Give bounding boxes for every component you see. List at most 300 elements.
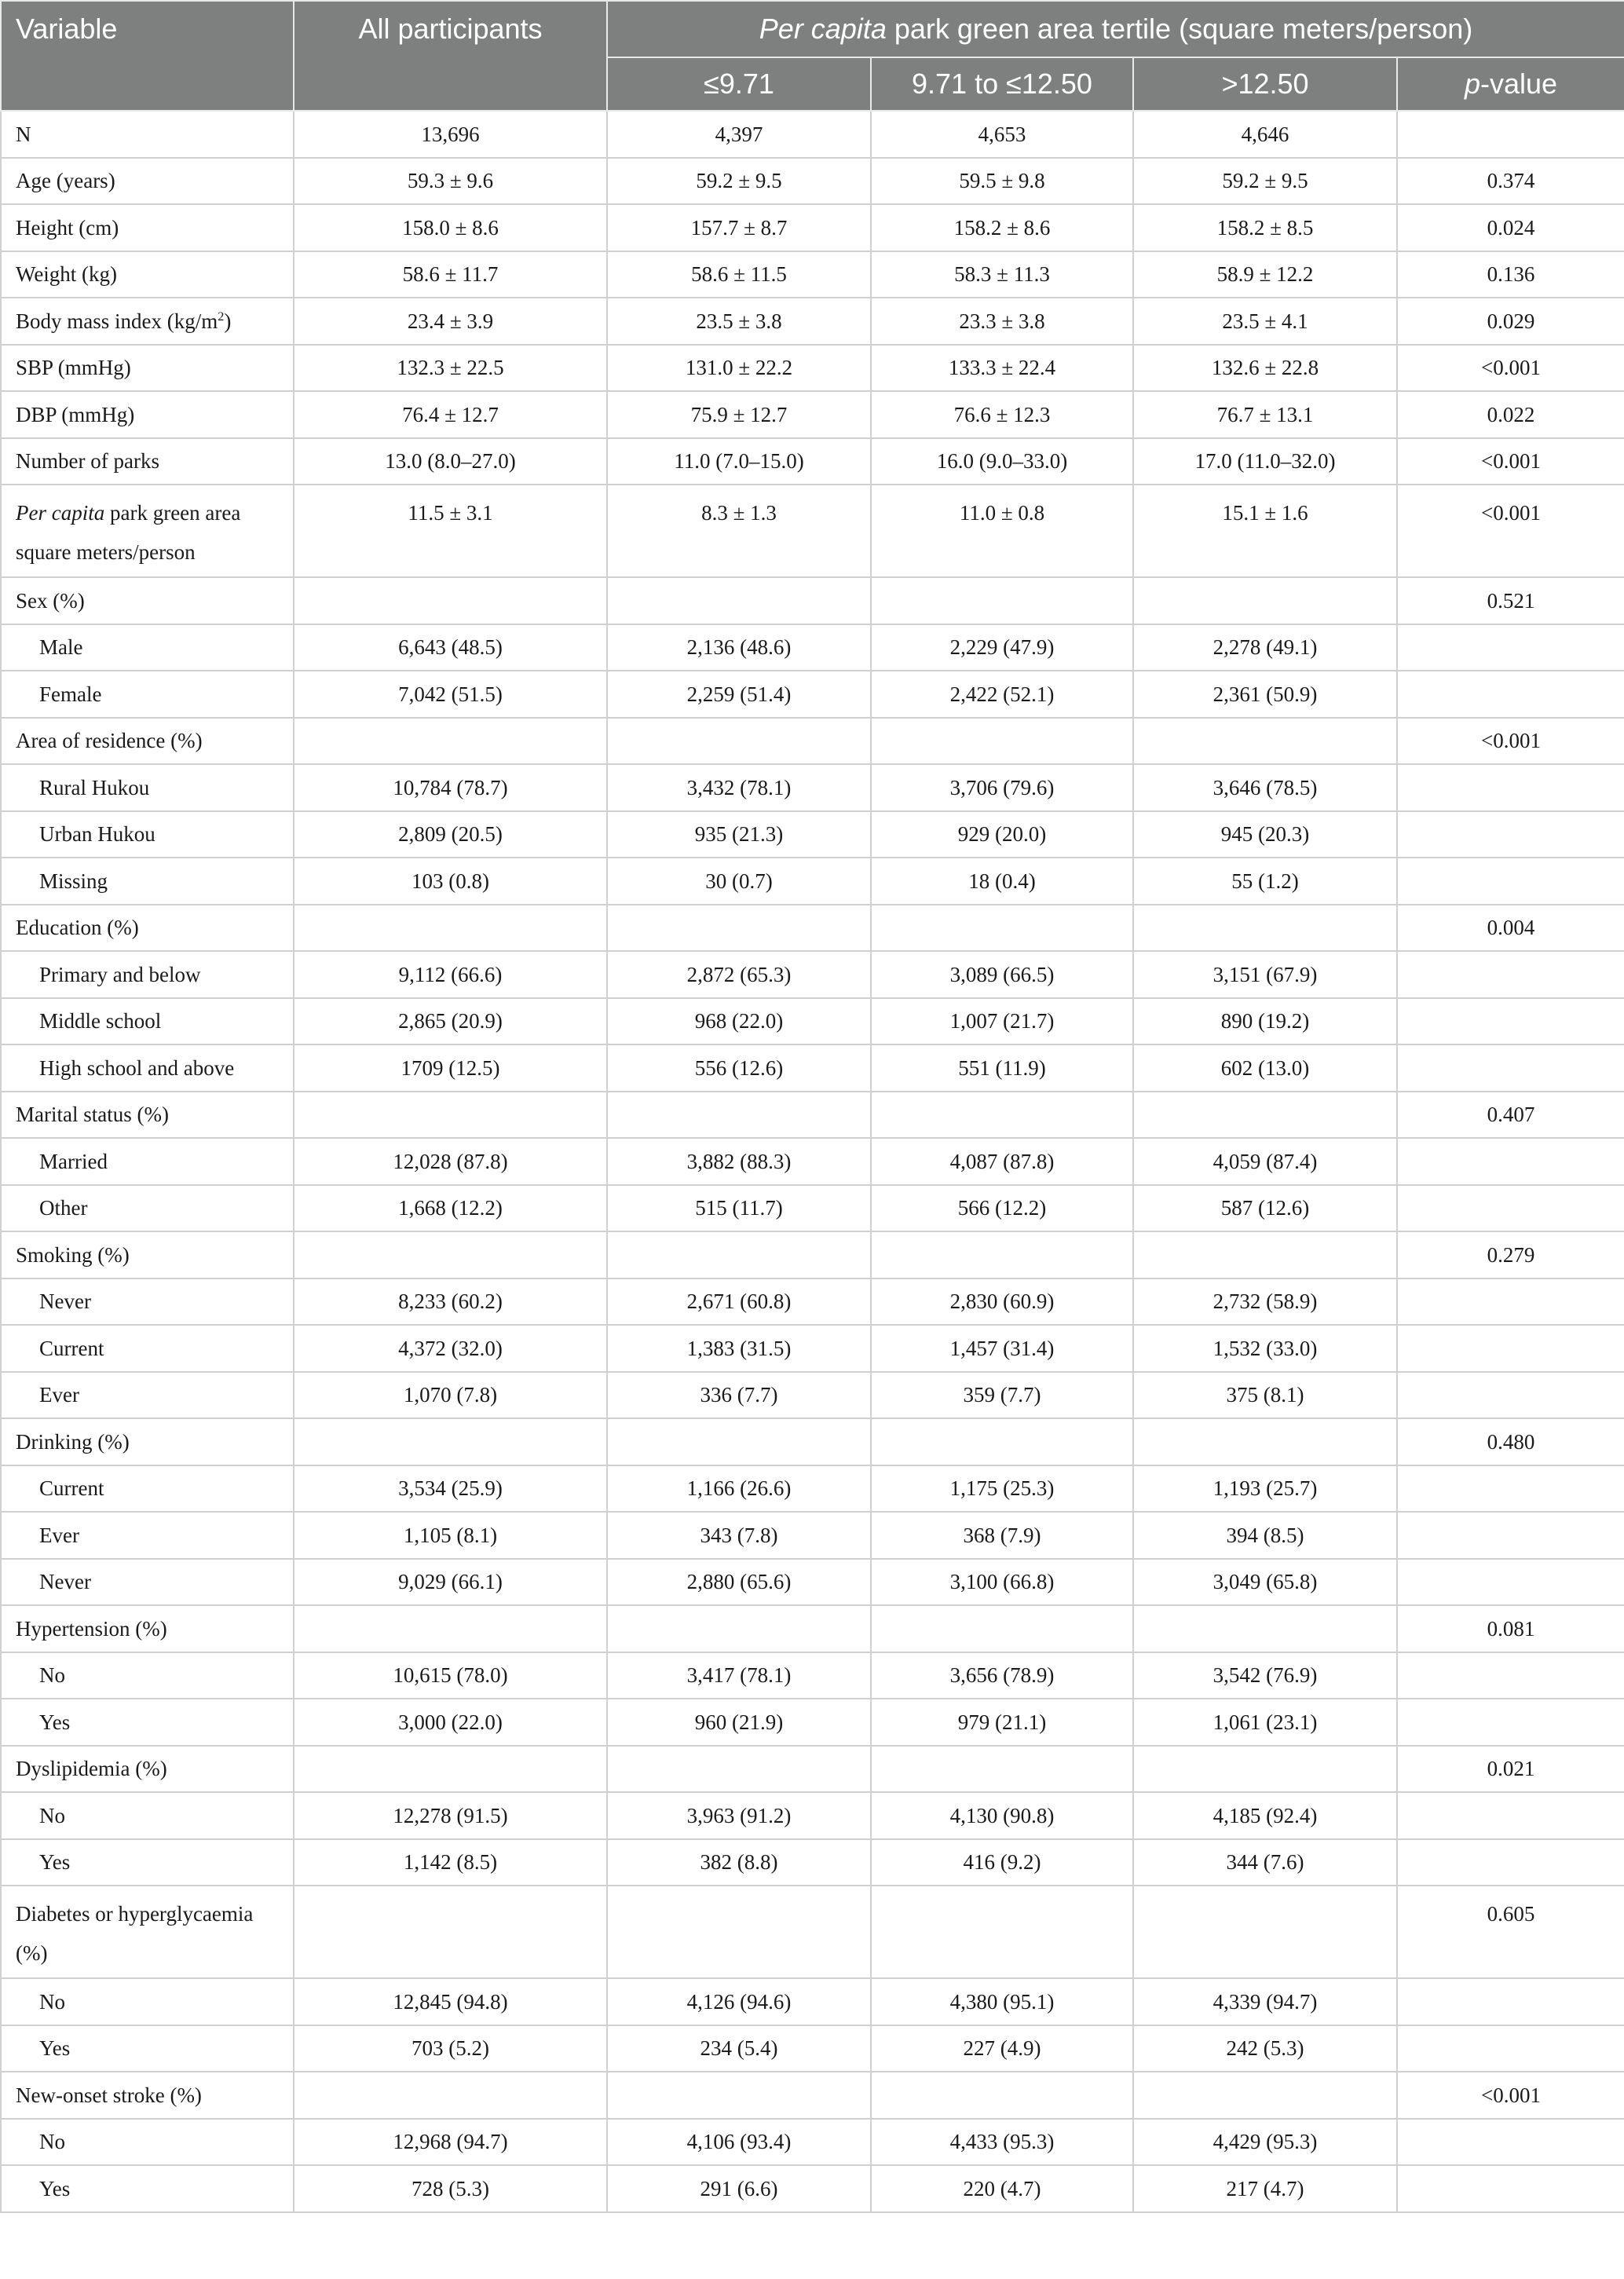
cell-tertile-low xyxy=(607,1605,871,1652)
table-row xyxy=(1,624,1624,671)
cell-tertile-low: 556 (12.6) xyxy=(607,1044,871,1092)
cell-tertile-high: 1,193 (25.7) xyxy=(1133,1465,1397,1513)
cell-p-value xyxy=(1397,1839,1624,1886)
cell-tertile-high: 4,059 (87.4) xyxy=(1133,1138,1397,1185)
cell-tertile-mid: 359 (7.7) xyxy=(871,1372,1133,1419)
table-body xyxy=(1,111,1624,2212)
cell-tertile-mid: 4,087 (87.8) xyxy=(871,1138,1133,1185)
cell-tertile-high: 3,049 (65.8) xyxy=(1133,1559,1397,1606)
cell-p-value: 0.004 xyxy=(1397,905,1624,952)
cell-tertile-mid: 133.3 ± 22.4 xyxy=(871,345,1133,392)
cell-all: 1,105 (8.1) xyxy=(294,1512,607,1559)
cell-tertile-high: 3,542 (76.9) xyxy=(1133,1652,1397,1699)
cell-p-value xyxy=(1397,1325,1624,1372)
table-row xyxy=(1,858,1624,905)
cell-tertile-mid: 16.0 (9.0–33.0) xyxy=(871,438,1133,485)
cell-p-value: <0.001 xyxy=(1397,345,1624,392)
table-row xyxy=(1,2025,1624,2072)
cell-tertile-high: 217 (4.7) xyxy=(1133,2165,1397,2212)
cell-all: 2,865 (20.9) xyxy=(294,998,607,1045)
cell-all xyxy=(294,718,607,765)
cell-p-value xyxy=(1397,1279,1624,1326)
cell-all: 728 (5.3) xyxy=(294,2165,607,2212)
row-label: Drinking (%) xyxy=(1,1418,294,1465)
cell-tertile-low: 4,126 (94.6) xyxy=(607,1978,871,2025)
cell-p-value: 0.374 xyxy=(1397,158,1624,205)
cell-tertile-mid: 416 (9.2) xyxy=(871,1839,1133,1886)
cell-all xyxy=(294,1886,607,1978)
cell-tertile-mid xyxy=(871,1886,1133,1978)
cell-tertile-high: 4,646 xyxy=(1133,111,1397,158)
row-label: Missing xyxy=(1,858,294,905)
cell-p-value xyxy=(1397,764,1624,811)
cell-tertile-high: 242 (5.3) xyxy=(1133,2025,1397,2072)
cell-tertile-low: 23.5 ± 3.8 xyxy=(607,298,871,345)
cell-tertile-mid: 2,830 (60.9) xyxy=(871,1279,1133,1326)
cell-p-value: 0.021 xyxy=(1397,1746,1624,1793)
cell-p-value xyxy=(1397,1792,1624,1839)
header-tertile-mid: 9.71 to ≤12.50 xyxy=(871,57,1133,111)
cell-tertile-low: 11.0 (7.0–15.0) xyxy=(607,438,871,485)
cell-tertile-low: 960 (21.9) xyxy=(607,1699,871,1746)
table-row xyxy=(1,1044,1624,1092)
cell-tertile-high: 17.0 (11.0–32.0) xyxy=(1133,438,1397,485)
table-row xyxy=(1,577,1624,624)
cell-tertile-high xyxy=(1133,1746,1397,1793)
cell-tertile-low: 1,166 (26.6) xyxy=(607,1465,871,1513)
table-row xyxy=(1,2119,1624,2166)
cell-all: 158.0 ± 8.6 xyxy=(294,204,607,251)
cell-p-value xyxy=(1397,1512,1624,1559)
table-row xyxy=(1,158,1624,205)
row-label xyxy=(1,298,294,345)
row-label: DBP (mmHg) xyxy=(1,391,294,438)
cell-tertile-mid xyxy=(871,1418,1133,1465)
cell-tertile-mid: 2,229 (47.9) xyxy=(871,624,1133,671)
cell-p-value: 0.480 xyxy=(1397,1418,1624,1465)
row-label: Rural Hukou xyxy=(1,764,294,811)
table-row xyxy=(1,811,1624,858)
cell-tertile-low: 336 (7.7) xyxy=(607,1372,871,1419)
row-label: Middle school xyxy=(1,998,294,1045)
table-row xyxy=(1,1185,1624,1232)
cell-tertile-low xyxy=(607,2072,871,2119)
cell-tertile-high: 890 (19.2) xyxy=(1133,998,1397,1045)
cell-p-value xyxy=(1397,1138,1624,1185)
cell-tertile-mid: 4,653 xyxy=(871,111,1133,158)
cell-p-value: 0.081 xyxy=(1397,1605,1624,1652)
table-row xyxy=(1,671,1624,718)
table-row xyxy=(1,1652,1624,1699)
table-row xyxy=(1,204,1624,251)
cell-p-value xyxy=(1397,624,1624,671)
header-tertile-group xyxy=(607,1,1624,57)
cell-tertile-mid: 23.3 ± 3.8 xyxy=(871,298,1133,345)
table-row xyxy=(1,485,1624,577)
cell-tertile-mid xyxy=(871,1092,1133,1139)
bmi-close: ) xyxy=(224,309,232,333)
cell-all: 76.4 ± 12.7 xyxy=(294,391,607,438)
row-label: Dyslipidemia (%) xyxy=(1,1746,294,1793)
cell-tertile-low: 234 (5.4) xyxy=(607,2025,871,2072)
table-header xyxy=(1,1,1624,111)
cell-p-value xyxy=(1397,1185,1624,1232)
cell-tertile-low: 3,963 (91.2) xyxy=(607,1792,871,1839)
cell-tertile-low: 3,417 (78.1) xyxy=(607,1652,871,1699)
row-label: High school and above xyxy=(1,1044,294,1092)
row-label xyxy=(1,485,294,577)
cell-tertile-high: 394 (8.5) xyxy=(1133,1512,1397,1559)
cell-all xyxy=(294,2072,607,2119)
table-row xyxy=(1,1465,1624,1513)
cell-tertile-high: 3,151 (67.9) xyxy=(1133,951,1397,998)
header-tertile-low: ≤9.71 xyxy=(607,57,871,111)
cell-all: 1,668 (12.2) xyxy=(294,1185,607,1232)
cell-tertile-high: 2,732 (58.9) xyxy=(1133,1279,1397,1326)
row-label: Current xyxy=(1,1325,294,1372)
cell-tertile-low xyxy=(607,577,871,624)
cell-tertile-low xyxy=(607,1886,871,1978)
cell-tertile-low: 4,106 (93.4) xyxy=(607,2119,871,2166)
cell-tertile-mid: 227 (4.9) xyxy=(871,2025,1133,2072)
cell-all: 23.4 ± 3.9 xyxy=(294,298,607,345)
cell-tertile-low: 2,872 (65.3) xyxy=(607,951,871,998)
cell-tertile-mid: 11.0 ± 0.8 xyxy=(871,485,1133,577)
cell-tertile-mid: 566 (12.2) xyxy=(871,1185,1133,1232)
row-label: No xyxy=(1,1978,294,2025)
cell-tertile-mid xyxy=(871,577,1133,624)
row-label: Ever xyxy=(1,1512,294,1559)
cell-tertile-low: 343 (7.8) xyxy=(607,1512,871,1559)
row-label: New-onset stroke (%) xyxy=(1,2072,294,2119)
cell-tertile-low: 58.6 ± 11.5 xyxy=(607,251,871,298)
cell-tertile-mid: 1,457 (31.4) xyxy=(871,1325,1133,1372)
cell-tertile-high xyxy=(1133,1092,1397,1139)
cell-tertile-low xyxy=(607,1092,871,1139)
cell-tertile-high: 4,429 (95.3) xyxy=(1133,2119,1397,2166)
cell-tertile-high xyxy=(1133,905,1397,952)
cell-p-value xyxy=(1397,2165,1624,2212)
cell-p-value xyxy=(1397,1465,1624,1513)
cell-tertile-low: 515 (11.7) xyxy=(607,1185,871,1232)
row-label: Yes xyxy=(1,2025,294,2072)
table-row xyxy=(1,1092,1624,1139)
cell-tertile-mid: 3,706 (79.6) xyxy=(871,764,1133,811)
row-label: Other xyxy=(1,1185,294,1232)
table-row xyxy=(1,345,1624,392)
row-label: N xyxy=(1,111,294,158)
row-label: Never xyxy=(1,1559,294,1606)
cell-tertile-high: 3,646 (78.5) xyxy=(1133,764,1397,811)
cell-tertile-low: 2,259 (51.4) xyxy=(607,671,871,718)
header-variable: Variable xyxy=(1,1,294,111)
table-row xyxy=(1,1886,1624,1978)
cell-p-value: 0.024 xyxy=(1397,204,1624,251)
cell-all: 3,534 (25.9) xyxy=(294,1465,607,1513)
cell-p-value xyxy=(1397,2025,1624,2072)
cell-all: 1,142 (8.5) xyxy=(294,1839,607,1886)
cell-p-value: 0.279 xyxy=(1397,1231,1624,1279)
cell-tertile-high: 945 (20.3) xyxy=(1133,811,1397,858)
cell-all: 58.6 ± 11.7 xyxy=(294,251,607,298)
cell-tertile-low: 2,671 (60.8) xyxy=(607,1279,871,1326)
table-row xyxy=(1,1792,1624,1839)
row-label: Number of parks xyxy=(1,438,294,485)
cell-p-value: <0.001 xyxy=(1397,485,1624,577)
cell-all: 10,784 (78.7) xyxy=(294,764,607,811)
cell-all: 12,968 (94.7) xyxy=(294,2119,607,2166)
cell-tertile-high: 2,278 (49.1) xyxy=(1133,624,1397,671)
cell-all: 4,372 (32.0) xyxy=(294,1325,607,1372)
cell-tertile-mid: 1,007 (21.7) xyxy=(871,998,1133,1045)
table-row xyxy=(1,438,1624,485)
cell-tertile-high: 58.9 ± 12.2 xyxy=(1133,251,1397,298)
cell-tertile-high: 602 (13.0) xyxy=(1133,1044,1397,1092)
cell-tertile-low: 131.0 ± 22.2 xyxy=(607,345,871,392)
cell-all: 3,000 (22.0) xyxy=(294,1699,607,1746)
row-label: Smoking (%) xyxy=(1,1231,294,1279)
cell-all: 13,696 xyxy=(294,111,607,158)
cell-tertile-mid xyxy=(871,1231,1133,1279)
cell-tertile-high xyxy=(1133,2072,1397,2119)
table-row xyxy=(1,1978,1624,2025)
cell-tertile-high: 4,185 (92.4) xyxy=(1133,1792,1397,1839)
table-row xyxy=(1,298,1624,345)
cell-tertile-low xyxy=(607,1418,871,1465)
cell-p-value: 0.407 xyxy=(1397,1092,1624,1139)
cell-tertile-mid xyxy=(871,1605,1133,1652)
cell-all: 8,233 (60.2) xyxy=(294,1279,607,1326)
table-row xyxy=(1,1512,1624,1559)
cell-tertile-low: 1,383 (31.5) xyxy=(607,1325,871,1372)
cell-tertile-high xyxy=(1133,1418,1397,1465)
cell-all xyxy=(294,1231,607,1279)
header-per-capita: Per capita xyxy=(759,13,887,45)
cell-tertile-low: 3,882 (88.3) xyxy=(607,1138,871,1185)
cell-tertile-low: 4,397 xyxy=(607,111,871,158)
table-row xyxy=(1,951,1624,998)
cell-tertile-low: 157.7 ± 8.7 xyxy=(607,204,871,251)
cell-tertile-mid: 158.2 ± 8.6 xyxy=(871,204,1133,251)
row-label: Female xyxy=(1,671,294,718)
cell-all: 7,042 (51.5) xyxy=(294,671,607,718)
cell-tertile-low xyxy=(607,718,871,765)
row-label: Yes xyxy=(1,2165,294,2212)
row-label: Male xyxy=(1,624,294,671)
cell-p-value: 0.521 xyxy=(1397,577,1624,624)
row-label: Marital status (%) xyxy=(1,1092,294,1139)
header-p-rest: -value xyxy=(1480,68,1558,100)
cell-tertile-low: 59.2 ± 9.5 xyxy=(607,158,871,205)
cell-all: 132.3 ± 22.5 xyxy=(294,345,607,392)
table-row xyxy=(1,1372,1624,1419)
cell-all xyxy=(294,1605,607,1652)
cell-tertile-low: 935 (21.3) xyxy=(607,811,871,858)
row-label: Area of residence (%) xyxy=(1,718,294,765)
cell-tertile-mid: 4,433 (95.3) xyxy=(871,2119,1133,2166)
row-label: Urban Hukou xyxy=(1,811,294,858)
cell-tertile-mid: 4,130 (90.8) xyxy=(871,1792,1133,1839)
table-row xyxy=(1,2072,1624,2119)
cell-p-value: <0.001 xyxy=(1397,2072,1624,2119)
cell-tertile-mid: 2,422 (52.1) xyxy=(871,671,1133,718)
header-p-value xyxy=(1397,57,1624,111)
cell-all: 11.5 ± 3.1 xyxy=(294,485,607,577)
cell-all: 12,845 (94.8) xyxy=(294,1978,607,2025)
table-row xyxy=(1,1746,1624,1793)
cell-all: 13.0 (8.0–27.0) xyxy=(294,438,607,485)
cell-tertile-mid: 220 (4.7) xyxy=(871,2165,1133,2212)
cell-tertile-mid: 3,100 (66.8) xyxy=(871,1559,1133,1606)
row-label: Sex (%) xyxy=(1,577,294,624)
cell-tertile-mid xyxy=(871,1746,1133,1793)
header-p-letter: p xyxy=(1464,68,1480,100)
cell-tertile-high: 23.5 ± 4.1 xyxy=(1133,298,1397,345)
cell-p-value xyxy=(1397,671,1624,718)
cell-tertile-low xyxy=(607,1231,871,1279)
cell-tertile-high: 55 (1.2) xyxy=(1133,858,1397,905)
header-tertile-high: >12.50 xyxy=(1133,57,1397,111)
table-row xyxy=(1,1605,1624,1652)
cell-tertile-high: 158.2 ± 8.5 xyxy=(1133,204,1397,251)
row-label: Ever xyxy=(1,1372,294,1419)
cell-tertile-mid: 368 (7.9) xyxy=(871,1512,1133,1559)
row-label: Primary and below xyxy=(1,951,294,998)
cell-tertile-high: 59.2 ± 9.5 xyxy=(1133,158,1397,205)
cell-tertile-mid: 76.6 ± 12.3 xyxy=(871,391,1133,438)
table-row xyxy=(1,718,1624,765)
cell-p-value: 0.605 xyxy=(1397,1886,1624,1978)
cell-tertile-high: 4,339 (94.7) xyxy=(1133,1978,1397,2025)
table-row xyxy=(1,1138,1624,1185)
cell-all: 6,643 (48.5) xyxy=(294,624,607,671)
cell-all: 9,112 (66.6) xyxy=(294,951,607,998)
cell-all: 59.3 ± 9.6 xyxy=(294,158,607,205)
cell-p-value xyxy=(1397,1978,1624,2025)
cell-tertile-mid: 551 (11.9) xyxy=(871,1044,1133,1092)
cell-p-value xyxy=(1397,858,1624,905)
cell-p-value xyxy=(1397,2119,1624,2166)
cell-tertile-low: 3,432 (78.1) xyxy=(607,764,871,811)
cell-tertile-mid xyxy=(871,2072,1133,2119)
cell-all xyxy=(294,1418,607,1465)
cell-tertile-high: 2,361 (50.9) xyxy=(1133,671,1397,718)
row-label: No xyxy=(1,1792,294,1839)
cell-tertile-high xyxy=(1133,577,1397,624)
cell-p-value: 0.136 xyxy=(1397,251,1624,298)
row-label: Hypertension (%) xyxy=(1,1605,294,1652)
row-label: Never xyxy=(1,1279,294,1326)
cell-tertile-low: 2,136 (48.6) xyxy=(607,624,871,671)
cell-p-value: <0.001 xyxy=(1397,718,1624,765)
header-group-rest: park green area tertile (square meters/person) xyxy=(886,13,1473,45)
cell-p-value: <0.001 xyxy=(1397,438,1624,485)
cell-tertile-low xyxy=(607,1746,871,1793)
table-row xyxy=(1,251,1624,298)
cell-p-value xyxy=(1397,1699,1624,1746)
cell-tertile-low xyxy=(607,905,871,952)
table-row xyxy=(1,998,1624,1045)
per-capita-rest: park green area square meters/person xyxy=(16,501,241,564)
cell-tertile-low: 291 (6.6) xyxy=(607,2165,871,2212)
row-label: Age (years) xyxy=(1,158,294,205)
row-label: Weight (kg) xyxy=(1,251,294,298)
table-row xyxy=(1,1839,1624,1886)
cell-tertile-mid: 59.5 ± 9.8 xyxy=(871,158,1133,205)
cell-p-value xyxy=(1397,1652,1624,1699)
cell-p-value xyxy=(1397,811,1624,858)
cell-tertile-low: 968 (22.0) xyxy=(607,998,871,1045)
cell-p-value: 0.022 xyxy=(1397,391,1624,438)
row-label: Yes xyxy=(1,1699,294,1746)
cell-all: 9,029 (66.1) xyxy=(294,1559,607,1606)
cell-all: 2,809 (20.5) xyxy=(294,811,607,858)
cell-p-value: 0.029 xyxy=(1397,298,1624,345)
per-capita-label: Per capita xyxy=(16,501,105,525)
cell-tertile-high: 132.6 ± 22.8 xyxy=(1133,345,1397,392)
cell-tertile-mid: 4,380 (95.1) xyxy=(871,1978,1133,2025)
cell-tertile-mid: 18 (0.4) xyxy=(871,858,1133,905)
cell-all: 1,070 (7.8) xyxy=(294,1372,607,1419)
cell-p-value xyxy=(1397,951,1624,998)
table-row xyxy=(1,1279,1624,1326)
cell-tertile-high: 1,061 (23.1) xyxy=(1133,1699,1397,1746)
cell-tertile-high: 344 (7.6) xyxy=(1133,1839,1397,1886)
cell-tertile-low: 382 (8.8) xyxy=(607,1839,871,1886)
cell-tertile-mid xyxy=(871,905,1133,952)
cell-all xyxy=(294,905,607,952)
row-label: Education (%) xyxy=(1,905,294,952)
table-row xyxy=(1,905,1624,952)
table-row xyxy=(1,391,1624,438)
bmi-superscript: 2 xyxy=(218,309,225,324)
cell-tertile-low: 2,880 (65.6) xyxy=(607,1559,871,1606)
cell-all: 10,615 (78.0) xyxy=(294,1652,607,1699)
cell-all xyxy=(294,1092,607,1139)
cell-tertile-high: 1,532 (33.0) xyxy=(1133,1325,1397,1372)
cell-tertile-high xyxy=(1133,1231,1397,1279)
cell-p-value xyxy=(1397,111,1624,158)
table-row xyxy=(1,1418,1624,1465)
cell-all: 12,028 (87.8) xyxy=(294,1138,607,1185)
cell-tertile-high xyxy=(1133,718,1397,765)
cell-tertile-high: 375 (8.1) xyxy=(1133,1372,1397,1419)
cell-tertile-mid: 3,089 (66.5) xyxy=(871,951,1133,998)
cell-all: 1709 (12.5) xyxy=(294,1044,607,1092)
table-row xyxy=(1,1231,1624,1279)
row-label: Current xyxy=(1,1465,294,1513)
row-label: No xyxy=(1,1652,294,1699)
header-all-participants: All participants xyxy=(294,1,607,111)
cell-tertile-mid xyxy=(871,718,1133,765)
cell-tertile-mid: 1,175 (25.3) xyxy=(871,1465,1133,1513)
cell-p-value xyxy=(1397,1559,1624,1606)
cell-p-value xyxy=(1397,1372,1624,1419)
row-label: Diabetes or hyperglycaemia (%) xyxy=(1,1886,294,1978)
cell-all xyxy=(294,577,607,624)
cell-tertile-mid: 3,656 (78.9) xyxy=(871,1652,1133,1699)
cell-tertile-low: 8.3 ± 1.3 xyxy=(607,485,871,577)
table-row xyxy=(1,1699,1624,1746)
cell-tertile-high: 587 (12.6) xyxy=(1133,1185,1397,1232)
cell-all: 103 (0.8) xyxy=(294,858,607,905)
cell-tertile-high xyxy=(1133,1605,1397,1652)
table-row xyxy=(1,1325,1624,1372)
table-row xyxy=(1,111,1624,158)
cell-all: 703 (5.2) xyxy=(294,2025,607,2072)
row-label: No xyxy=(1,2119,294,2166)
table-row xyxy=(1,2165,1624,2212)
